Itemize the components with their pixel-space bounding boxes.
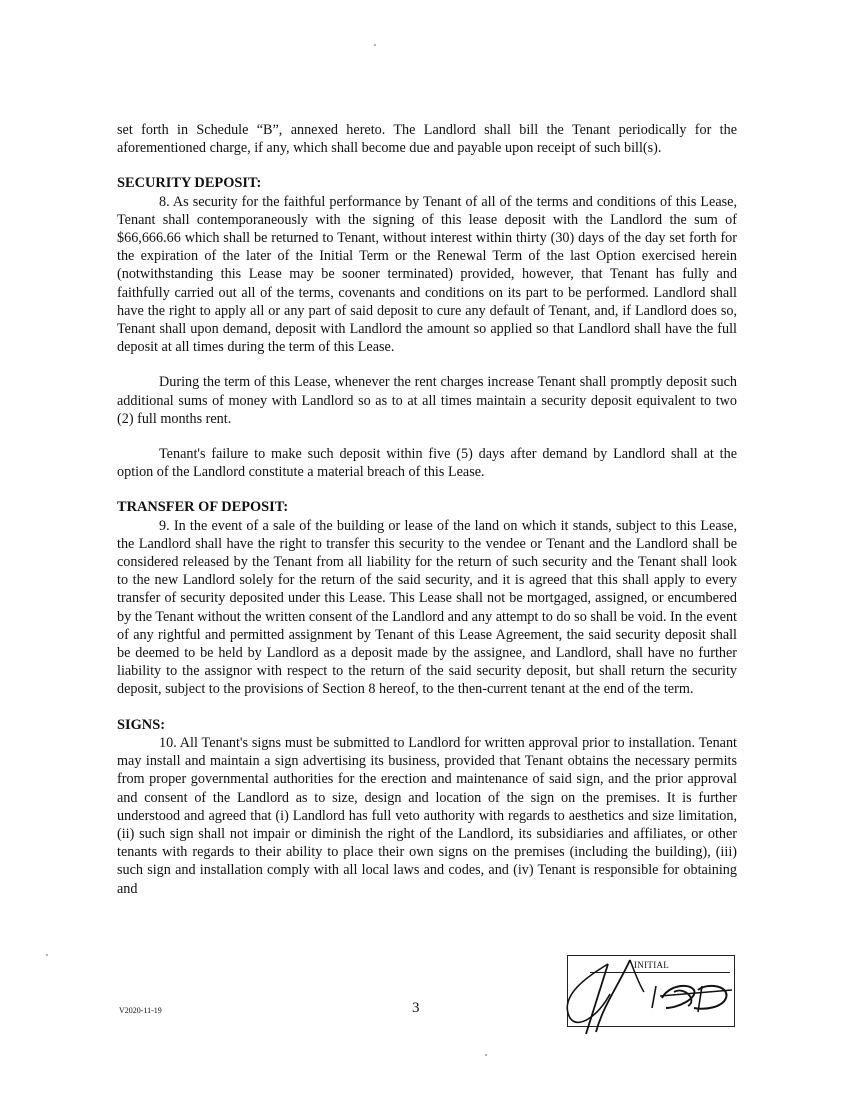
signs-heading: SIGNS: (117, 716, 165, 733)
security-deposit-paragraph-1: 8. As security for the faithful performance by Tenant of all of the terms and conditions of this Lease, Tenant shall contemporaneously with the signing of this lease deposit with the Landlord the sum of $66,666.66 which shall be returned to Tenant, without interest within thirty (30) days of the day set forth for the expiration of the later of the Initial Term or the Renewal Term of the last Option exercised herein (notwithstanding this Lease may be sooner terminated) provided, however, that Tenant has fully and faithfully carried out all of the terms, covenants and conditions on its part to be performed. Landlord shall have the right to apply all or any part of said deposit to cure any default of Tenant, and, if Landlord does so, Tenant shall upon demand, deposit with Landlord the amount so applied so that Landlord shall have the full deposit at all times during the term of this Lease. (117, 193, 737, 356)
document-body (117, 121, 737, 898)
initial-label: INITIAL (634, 960, 670, 970)
signs-paragraph: 10. All Tenant's signs must be submitted to Landlord for written approval prior to installation. Tenant may install and maintain a sign advertising its business, provided that Tenant obtains the necessary permits from proper governmental authorities for the erection and maintenance of said sign, and the prior approval and consent of the Landlord as to size, design and location of the sign on the premises. It is further understood and agreed that (i) Landlord has full veto authority with regards to aesthetics and size limitation, (ii) such sign shall not impair or diminish the right of the Landlord, its subsidiaries and affiliates, or other tenants with regards to their ability to place their own signs on the premises (including the building), (iii) such sign and installation comply with all local laws and codes, and (iv) Tenant is responsible for obtaining and (117, 734, 737, 897)
security-deposit-paragraph-2: During the term of this Lease, whenever the rent charges increase Tenant shall promptly deposit such additional sums of money with Landlord so as to at all times maintain a security deposit equivalent to two (2) full months rent. (117, 374, 737, 427)
transfer-of-deposit-paragraph: 9. In the event of a sale of the building or lease of the land on which it stands, subject to this Lease, the Landlord shall have the right to transfer this security to the vendee or Tenant and the Landlord shall be considered released by the Tenant from all liability for the return of such security and the Tenant shall look to the new Landlord solely for the return of the said security, and it is agreed that this shall apply to every transfer of security deposited under this Lease. This Lease shall not be mortgaged, assigned, or encumbered by the Tenant without the written consent of the Landlord and any attempt to do so shall be void. In the event of any rightful and permitted assignment by Tenant of this Lease Agreement, the said security deposit shall be deemed to be held by Landlord as a deposit made by the assignee, and Landlord, shall have no further liability to the assignor with respect to the return of the said security deposit, but shall return the security deposit, subject to the provisions of Section 8 hereof, to the then-current tenant at the end of the term. (117, 517, 737, 698)
scan-speck (46, 954, 48, 956)
initial-box (567, 955, 735, 1027)
intro-paragraph: set forth in Schedule “B”, annexed hereto. The Landlord shall bill the Tenant periodically for the aforementioned charge, if any, which shall become due and payable upon receipt of such bill(s). (117, 122, 737, 157)
scan-speck (374, 44, 376, 46)
security-deposit-heading: SECURITY DEPOSIT: (117, 175, 262, 192)
scan-speck (485, 1054, 487, 1056)
page-number: 3 (412, 1000, 420, 1016)
handwritten-initials-icon (548, 946, 748, 1036)
transfer-of-deposit-heading: TRANSFER OF DEPOSIT: (117, 499, 289, 516)
security-deposit-paragraph-3: Tenant's failure to make such deposit within five (5) days after demand by Landlord shall at the option of the Landlord constitute a material breach of this Lease. (117, 446, 737, 481)
version-label: V2020-11-19 (119, 1006, 162, 1015)
